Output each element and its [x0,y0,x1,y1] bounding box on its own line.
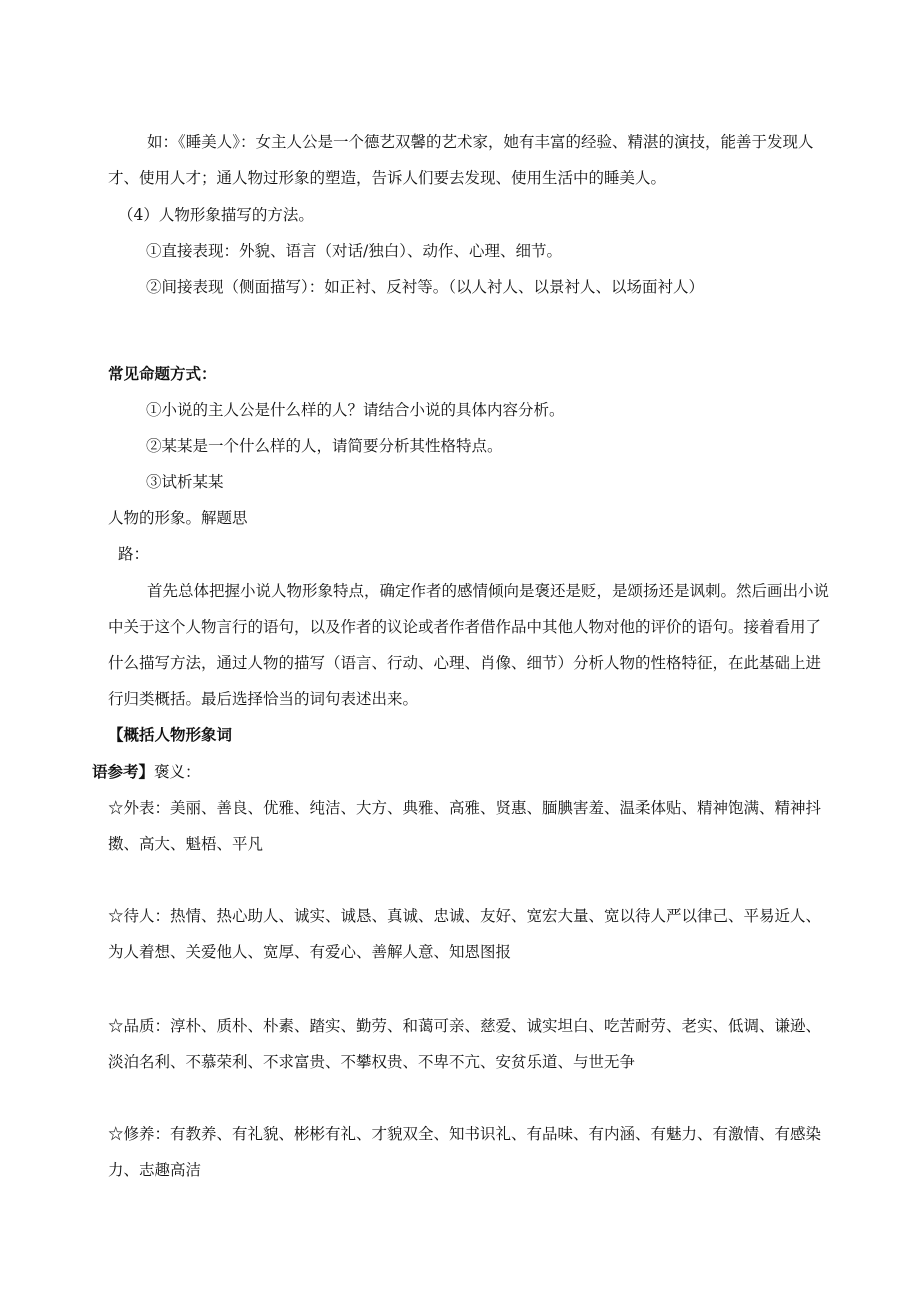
method-indirect: ②间接表现（侧面描写）：如正衬、反衬等。（以人衬人、以景衬人、以场面衬人） [146,278,705,296]
reference-heading-part-2: 语参考】 [92,762,155,781]
category-quality-line-1: ☆品质：淳朴、质朴、朴素、踏实、勤劳、和蔼可亲、慈爱、诚实坦白、吃苦耐劳、老实、低调、谦逊、 [108,1017,822,1035]
question-3-continued: 人物的形象。解题思 [108,509,248,527]
example-line-1: 如：《睡美人》：女主人公是一个德艺双馨的艺术家，她有丰富的经验、精湛的演技，能善于发现人 [147,133,814,151]
category-treating-line-1: ☆待人：热情、热心助人、诚实、诚恳、真诚、忠诚、友好、宽宏大量、宽以待人严以律己、平易近人、 [108,907,822,925]
category-quality-line-2: 淡泊名利、不慕荣利、不求富贵、不攀权贵、不卑不亢、安贫乐道、与世无争 [108,1053,636,1071]
method-direct: ①直接表现：外貌、语言（对话/独白）、动作、心理、细节。 [146,242,562,260]
question-3: ③试析某某 [146,473,224,491]
category-treating-line-2: 为人着想、关爱他人、宽厚、有爱心、善解人意、知恩图报 [108,943,512,961]
approach-line-3: 什么描写方法，通过人物的描写（语言、行动、心理、肖像、细节）分析人物的性格特征，在此基础上进 [108,654,822,672]
example-line-2: 才、使用人才；通人物过形象的塑造，告诉人们要去发现、使用生活中的睡美人。 [108,169,667,187]
reference-heading: 【概括人物形象词 [108,725,233,744]
question-3-continued-2: 路： [118,545,150,563]
reference-heading-line-2 [92,762,201,782]
question-2: ②某某是一个什么样的人，请简要分析其性格特点。 [146,437,503,455]
approach-line-1: 首先总体把握小说人物形象特点，确定作者的感情倾向是褒还是贬，是颂扬还是讽刺。然后画出小说 [147,582,830,600]
questions-heading: 常见命题方式： [108,364,217,383]
approach-line-4: 行归类概括。最后选择恰当的词句表述出来。 [108,690,419,708]
commendatory-label: 褒义： [154,763,201,781]
approach-line-2: 中关于这个人物言行的语句，以及作者的议论或者作者借作品中其他人物对他的评价的语句。接着看用了 [108,618,822,636]
category-appearance-line-2: 擞、高大、魁梧、平凡 [108,835,264,853]
method-heading: （4）人物形象描写的方法。 [118,206,314,224]
question-1: ①小说的主人公是什么样的人？请结合小说的具体内容分析。 [146,401,565,419]
category-cultivation-line-2: 力、志趣高洁 [108,1161,202,1179]
category-appearance-line-1: ☆外表：美丽、善良、优雅、纯洁、大方、典雅、高雅、贤惠、腼腆害羞、温柔体贴、精神饱满、精神抖 [108,799,822,817]
category-cultivation-line-1: ☆修养：有教养、有礼貌、彬彬有礼、才貌双全、知书识礼、有品味、有内涵、有魅力、有激情、有感染 [108,1125,822,1143]
